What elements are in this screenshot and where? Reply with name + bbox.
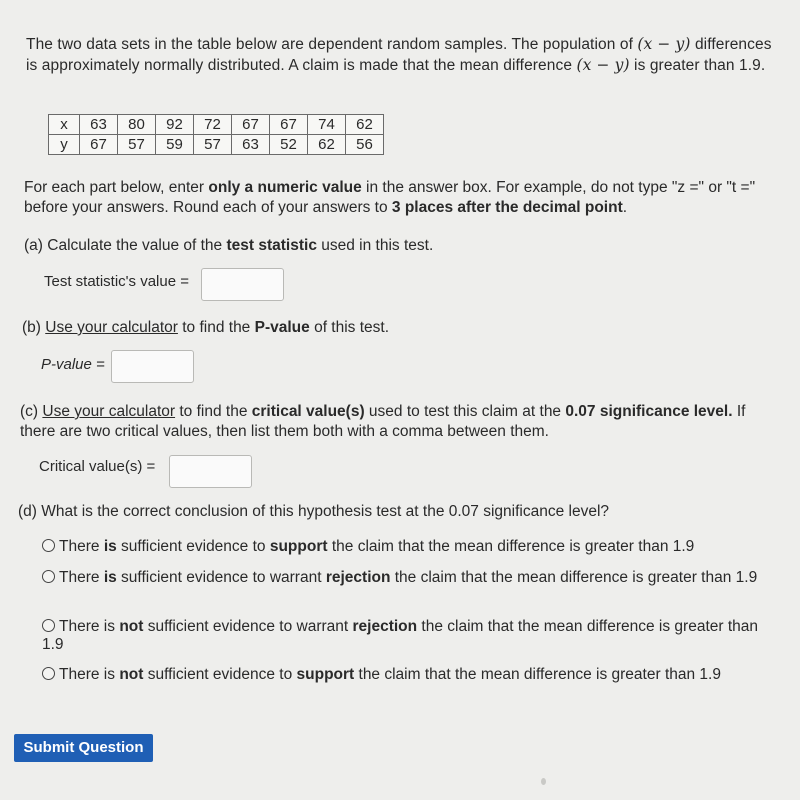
part-d-question: (d) What is the correct conclusion of this hypothesis test at the 0.07 significance level? (18, 503, 610, 520)
part-c-text-1: (c) (20, 403, 43, 420)
intro-text-1: The two data sets in the table below are dependent random samples. The population of (26, 36, 638, 53)
instr-bold-2: 3 places after the decimal point (391, 199, 623, 216)
data-table (48, 114, 384, 155)
option-bold: not (119, 618, 144, 635)
option-text: the claim that the mean difference is greater than 1.9 (390, 569, 758, 586)
option-text: sufficient evidence to (143, 666, 297, 683)
table-cell: 56 (346, 135, 384, 155)
option-bold: rejection (325, 569, 391, 586)
camera-speck (541, 778, 546, 785)
part-c-text-2: to find the (175, 403, 252, 420)
conclusion-option-1[interactable] (42, 538, 782, 556)
table-cell: 74 (308, 115, 346, 135)
calculator-link-2[interactable]: Use your calculator (42, 403, 176, 420)
intro-text-2: differences is approximately normally distributed. A claim is made that the mean difference (26, 36, 772, 74)
instr-text-3: . (622, 199, 628, 216)
p-value-label-text: P-value = (41, 356, 105, 373)
table-cell: 67 (80, 135, 118, 155)
test-statistic-input[interactable] (201, 268, 284, 301)
table-cell: 63 (232, 135, 270, 155)
intro-text-3: is greater than 1.9. (629, 57, 766, 74)
option-bold: not (119, 666, 144, 683)
table-row-x (49, 115, 384, 135)
option-text: There is (59, 666, 120, 683)
critical-values-label: Critical value(s) = (39, 458, 156, 475)
math-x-minus-y: (x − y) (637, 35, 691, 53)
table-cell: 62 (308, 135, 346, 155)
problem-statement (26, 34, 778, 76)
radio-icon[interactable] (42, 539, 55, 552)
option-bold: rejection (352, 618, 418, 635)
conclusion-option-3[interactable] (42, 618, 782, 654)
part-b-bold: P-value (254, 319, 310, 336)
table-cell: 62 (346, 115, 384, 135)
part-b-text-3: of this test. (309, 319, 390, 336)
instructions (24, 178, 789, 218)
option-bold: is (103, 569, 117, 586)
option-text: There (59, 538, 104, 555)
table-cell: 92 (156, 115, 194, 135)
table-cell: 59 (156, 135, 194, 155)
instr-bold-1: only a numeric value (208, 179, 362, 196)
option-text: the claim that the mean difference is greater than 1.9 (42, 618, 759, 653)
table-cell: 67 (270, 115, 308, 135)
radio-icon[interactable] (42, 570, 55, 583)
instr-text-2: in the answer box. For example, do not type "z =" or "t =" before your answers. Round each of your answers to (24, 179, 756, 216)
conclusion-option-2[interactable] (42, 569, 782, 587)
conclusion-option-4[interactable] (42, 666, 787, 684)
part-b-text-1: (b) (22, 319, 46, 336)
option-bold: support (296, 666, 355, 683)
critical-values-input[interactable] (169, 455, 252, 488)
submit-question-button[interactable]: Submit Question (14, 734, 153, 762)
part-c-bold-1: critical value(s) (251, 403, 365, 420)
part-a-text-2: used in this test. (316, 237, 434, 254)
option-text: sufficient evidence to (116, 538, 270, 555)
instr-text-1: For each part below, enter (24, 179, 209, 196)
option-text: There is (59, 618, 120, 635)
part-c-bold-2: 0.07 significance level. (565, 403, 733, 420)
table-cell: 57 (118, 135, 156, 155)
table-cell: 52 (270, 135, 308, 155)
part-a-text-1: (a) Calculate the value of the (24, 237, 227, 254)
p-value-input[interactable] (111, 350, 194, 383)
option-text: the claim that the mean difference is greater than 1.9 (327, 538, 695, 555)
radio-icon[interactable] (42, 667, 55, 680)
math-x-minus-y-2: (x − y) (576, 56, 630, 74)
option-bold: support (269, 538, 328, 555)
radio-icon[interactable] (42, 619, 55, 632)
part-b-question (22, 318, 389, 338)
part-b-text-2: to find the (177, 319, 255, 336)
part-c-text-3: used to test this claim at the (364, 403, 566, 420)
part-a-bold: test statistic (226, 237, 317, 254)
table-cell: 67 (232, 115, 270, 135)
test-statistic-label: Test statistic's value = (44, 273, 190, 290)
part-a-question (24, 236, 433, 256)
table-cell: 57 (194, 135, 232, 155)
option-bold: is (103, 538, 117, 555)
part-c-text-4: If there are two critical values, then list them both with a comma between them. (20, 403, 746, 440)
table-cell: 72 (194, 115, 232, 135)
table-cell: 63 (80, 115, 118, 135)
part-c-question (20, 402, 785, 442)
table-header-y: y (49, 135, 80, 155)
table-cell: 80 (118, 115, 156, 135)
option-text: the claim that the mean difference is greater than 1.9 (354, 666, 721, 683)
table-row-y (49, 135, 384, 155)
table-header-x: x (49, 115, 80, 135)
p-value-label (41, 356, 105, 373)
calculator-link[interactable]: Use your calculator (45, 319, 178, 336)
option-text: sufficient evidence to warrant (116, 569, 326, 586)
option-text: sufficient evidence to warrant (143, 618, 353, 635)
option-text: There (59, 569, 104, 586)
